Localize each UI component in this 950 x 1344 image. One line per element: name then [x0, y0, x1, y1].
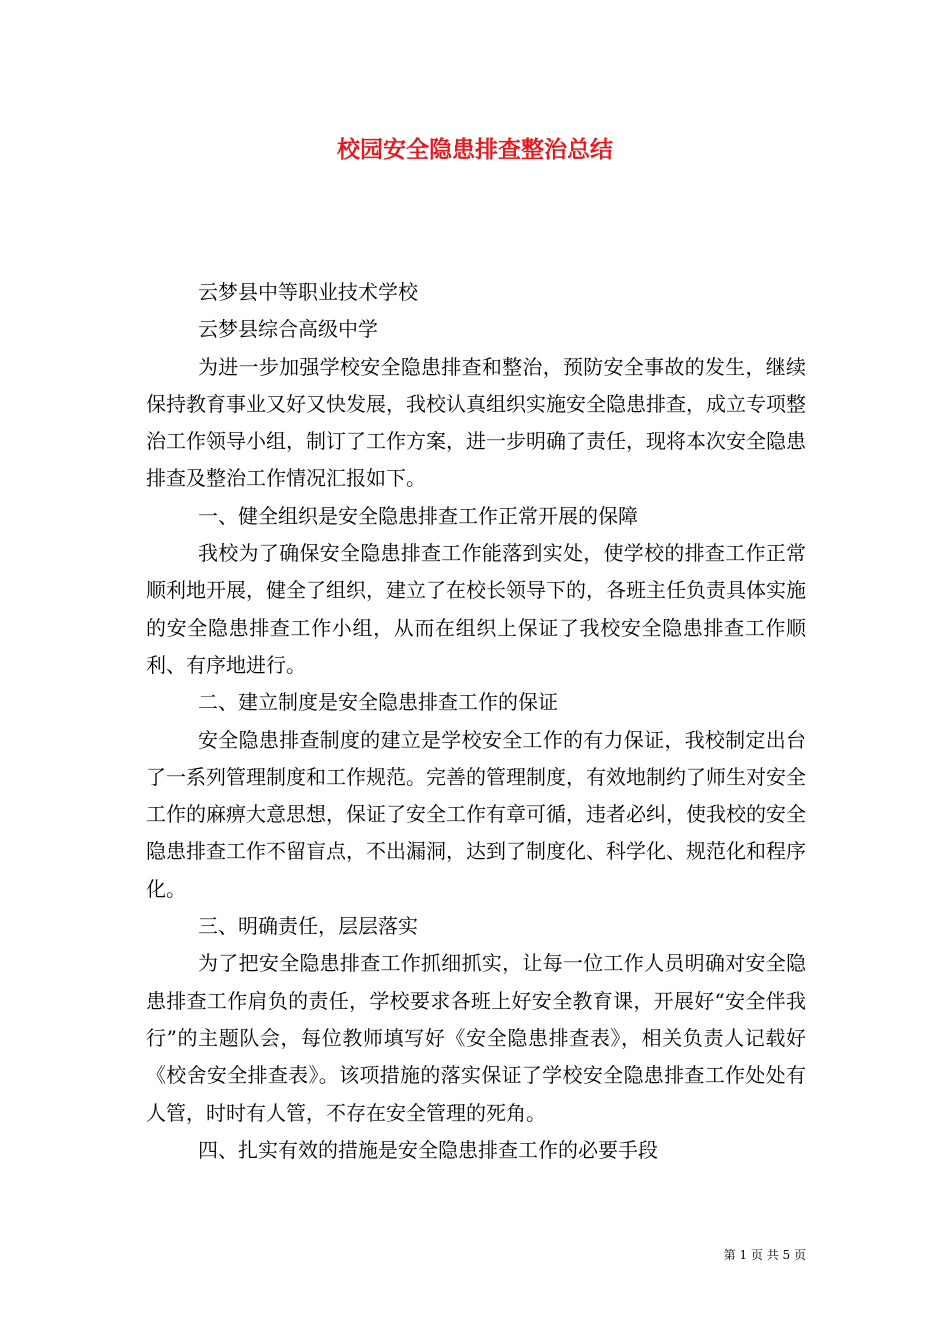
section-heading-1: 一、健全组织是安全隐患排查工作正常开展的保障: [198, 503, 638, 528]
section-heading-4: 四、扎实有效的措施是安全隐患排查工作的必要手段: [198, 1137, 658, 1162]
section-heading-3: 三、明确责任，层层落实: [198, 914, 418, 939]
section-paragraph-3: 为了把安全隐患排查工作抓细抓实，让每一位工作人员明确对安全隐患排查工作肩负的责任，学校要求各班上好安全教育课，开展好“安全伴我行”的主题队会，每位教师填写好《安全隐患排查表》，相关负责人记载好《校舍安全排查表》。该项措施的落实保证了学校安全隐患排查工作处处有人管，时时有人管，不存在安全管理的死角。: [146, 951, 806, 1125]
document-body: [146, 274, 806, 1169]
section-paragraph-2: 安全隐患排查制度的建立是学校安全工作的有力保证，我校制定出台了一系列管理制度和工作规范。完善的管理制度，有效地制约了师生对安全工作的麻痹大意思想，保证了安全工作有章可循，违者必纠，使我校的安全隐患排查工作不留盲点，不出漏洞，达到了制度化、科学化、规范化和程序化。: [146, 727, 806, 901]
section-heading-2: 二、建立制度是安全隐患排查工作的保证: [198, 690, 558, 715]
section-paragraph-1: 我校为了确保安全隐患排查工作能落到实处，使学校的排查工作正常顺利地开展，健全了组织，建立了在校长领导下的，各班主任负责具体实施的安全隐患排查工作小组，从而在组织上保证了我校安全隐患排查工作顺利、有序地进行。: [146, 541, 806, 677]
page-number: 第 1 页 共 5 页: [723, 1248, 806, 1262]
intro-paragraph: 为进一步加强学校安全隐患排查和整治，预防安全事故的发生，继续保持教育事业又好又快发展，我校认真组织实施安全隐患排查，成立专项整治工作领导小组，制订了工作方案，进一步明确了责任，现将本次安全隐患排查及整治工作情况汇报如下。: [146, 354, 806, 491]
school-name-1: 云梦县中等职业技术学校: [198, 280, 418, 304]
school-name-2: 云梦县综合高级中学: [198, 317, 378, 342]
document-title: 校园安全隐患排查整治总结: [337, 136, 613, 163]
